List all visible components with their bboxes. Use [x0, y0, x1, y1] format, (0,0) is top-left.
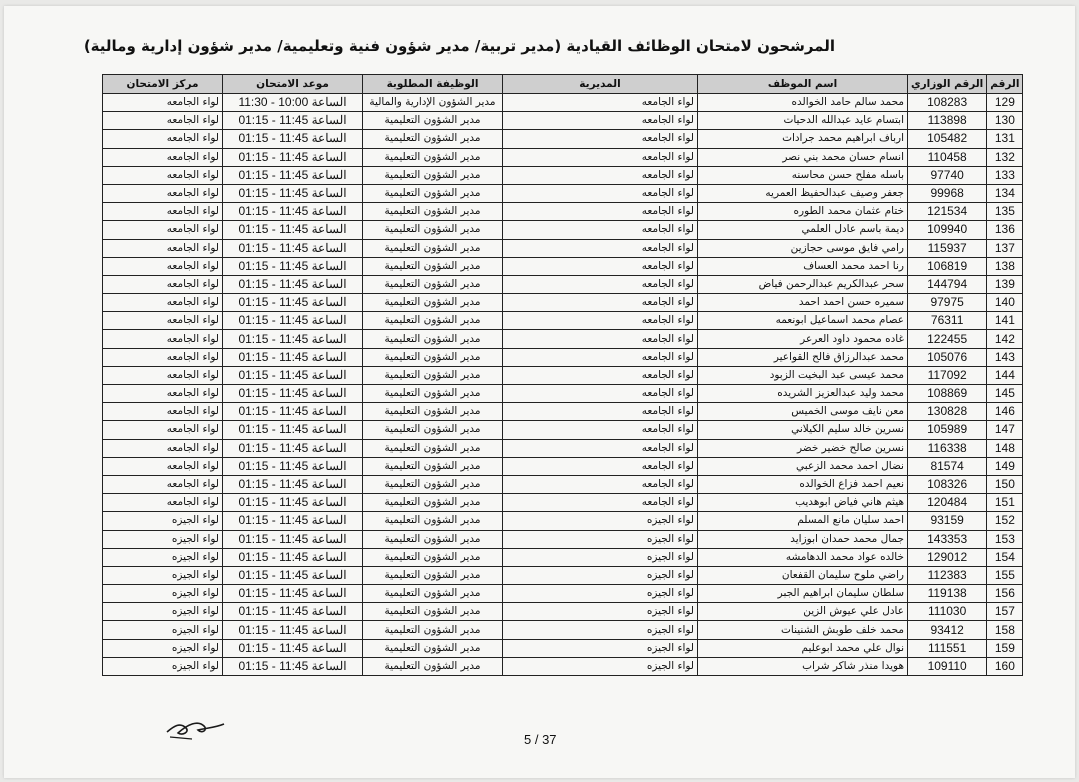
cell-center: لواء الجامعه — [103, 457, 223, 475]
table-row — [103, 403, 1023, 421]
table-row — [103, 166, 1023, 184]
cell-seq: 131 — [987, 130, 1023, 148]
cell-center: لواء الجامعه — [103, 221, 223, 239]
cell-center: لواء الجامعه — [103, 475, 223, 493]
cell-center: لواء الجيزه — [103, 512, 223, 530]
cell-job: مدير الشؤون التعليمية — [363, 421, 503, 439]
cell-job: مدير الشؤون التعليمية — [363, 439, 503, 457]
table-row — [103, 112, 1023, 130]
table-row — [103, 130, 1023, 148]
cell-name: نسرين صالح خضير خضر — [698, 439, 908, 457]
cell-name: سميره حسن احمد احمد — [698, 294, 908, 312]
header-ministry-no: الرقم الوزاري — [908, 75, 987, 94]
cell-name: ديمة باسم عادل العلمي — [698, 221, 908, 239]
candidates-table — [102, 74, 1023, 676]
cell-center: لواء الجيزه — [103, 603, 223, 621]
cell-directorate: لواء الجامعه — [503, 457, 698, 475]
cell-job: مدير الشؤون التعليمية — [363, 330, 503, 348]
cell-name: محمد وليد عبدالعزيز الشريده — [698, 385, 908, 403]
cell-directorate: لواء الجيزه — [503, 639, 698, 657]
cell-time: الساعة 11:45 - 01:15 — [223, 385, 363, 403]
cell-name: سحر عبدالكريم عبدالرحمن فياض — [698, 275, 908, 293]
cell-center: لواء الجامعه — [103, 421, 223, 439]
cell-seq: 139 — [987, 275, 1023, 293]
cell-job: مدير الشؤون التعليمية — [363, 294, 503, 312]
cell-center: لواء الجامعه — [103, 348, 223, 366]
cell-name: نسرين خالد سليم الكيلاني — [698, 421, 908, 439]
cell-directorate: لواء الجيزه — [503, 512, 698, 530]
header-seq: الرقم — [987, 75, 1023, 94]
cell-seq: 160 — [987, 657, 1023, 675]
cell-ministry-no: 105989 — [908, 421, 987, 439]
cell-seq: 136 — [987, 221, 1023, 239]
cell-center: لواء الجامعه — [103, 94, 223, 112]
cell-job: مدير الشؤون التعليمية — [363, 275, 503, 293]
cell-center: لواء الجيزه — [103, 639, 223, 657]
cell-job: مدير الشؤون التعليمية — [363, 403, 503, 421]
cell-seq: 156 — [987, 585, 1023, 603]
cell-name: انسام حسان محمد بني نصر — [698, 148, 908, 166]
cell-job: مدير الشؤون التعليمية — [363, 166, 503, 184]
table-body — [103, 94, 1023, 676]
cell-ministry-no: 112383 — [908, 566, 987, 584]
cell-job: مدير الشؤون التعليمية — [363, 239, 503, 257]
cell-directorate: لواء الجامعه — [503, 275, 698, 293]
cell-ministry-no: 121534 — [908, 203, 987, 221]
cell-name: هويدا منذر شاكر شراب — [698, 657, 908, 675]
cell-directorate: لواء الجامعه — [503, 366, 698, 384]
cell-seq: 144 — [987, 366, 1023, 384]
cell-job: مدير الشؤون التعليمية — [363, 221, 503, 239]
cell-directorate: لواء الجامعه — [503, 166, 698, 184]
table-row — [103, 475, 1023, 493]
cell-time: الساعة 11:45 - 01:15 — [223, 530, 363, 548]
cell-center: لواء الجامعه — [103, 166, 223, 184]
cell-time: الساعة 11:45 - 01:15 — [223, 312, 363, 330]
cell-seq: 129 — [987, 94, 1023, 112]
header-center: مركز الامتحان — [103, 75, 223, 94]
cell-job: مدير الشؤون التعليمية — [363, 184, 503, 202]
cell-seq: 133 — [987, 166, 1023, 184]
cell-time: الساعة 11:45 - 01:15 — [223, 275, 363, 293]
cell-seq: 152 — [987, 512, 1023, 530]
cell-time: الساعة 11:45 - 01:15 — [223, 494, 363, 512]
cell-time: الساعة 11:45 - 01:15 — [223, 294, 363, 312]
cell-directorate: لواء الجامعه — [503, 184, 698, 202]
cell-seq: 149 — [987, 457, 1023, 475]
cell-job: مدير الشؤون التعليمية — [363, 130, 503, 148]
cell-name: محمد خلف طوبش الشنينات — [698, 621, 908, 639]
cell-name: سلطان سليمان ابراهيم الجبر — [698, 585, 908, 603]
cell-ministry-no: 120484 — [908, 494, 987, 512]
cell-seq: 150 — [987, 475, 1023, 493]
cell-name: خالده عواد محمد الدهامشه — [698, 548, 908, 566]
cell-ministry-no: 109110 — [908, 657, 987, 675]
cell-name: ابتسام عايد عبدالله الدحيات — [698, 112, 908, 130]
document-page — [4, 6, 1075, 778]
cell-seq: 154 — [987, 548, 1023, 566]
cell-ministry-no: 143353 — [908, 530, 987, 548]
cell-directorate: لواء الجامعه — [503, 330, 698, 348]
cell-center: لواء الجامعه — [103, 366, 223, 384]
cell-directorate: لواء الجامعه — [503, 294, 698, 312]
table-row — [103, 312, 1023, 330]
cell-directorate: لواء الجامعه — [503, 112, 698, 130]
cell-directorate: لواء الجامعه — [503, 130, 698, 148]
signature — [162, 706, 232, 746]
table-row — [103, 348, 1023, 366]
table-row — [103, 184, 1023, 202]
table-row — [103, 148, 1023, 166]
cell-ministry-no: 109940 — [908, 221, 987, 239]
cell-name: رنا احمد محمد العساف — [698, 257, 908, 275]
cell-job: مدير الشؤون الإدارية والمالية — [363, 94, 503, 112]
cell-name: ختام عثمان محمد الطوره — [698, 203, 908, 221]
table-row — [103, 385, 1023, 403]
cell-seq: 143 — [987, 348, 1023, 366]
table-row — [103, 330, 1023, 348]
cell-time: الساعة 11:45 - 01:15 — [223, 166, 363, 184]
table-row — [103, 294, 1023, 312]
cell-time: الساعة 11:45 - 01:15 — [223, 566, 363, 584]
cell-time: الساعة 11:45 - 01:15 — [223, 221, 363, 239]
cell-seq: 140 — [987, 294, 1023, 312]
table-header-row — [103, 75, 1023, 94]
cell-time: الساعة 11:45 - 01:15 — [223, 621, 363, 639]
cell-seq: 158 — [987, 621, 1023, 639]
cell-seq: 153 — [987, 530, 1023, 548]
cell-name: راضي ملوح سليمان القفعان — [698, 566, 908, 584]
cell-time: الساعة 11:45 - 01:15 — [223, 585, 363, 603]
table-row — [103, 512, 1023, 530]
header-directorate: المديرية — [503, 75, 698, 94]
table-row — [103, 530, 1023, 548]
cell-name: نضال احمد محمد الزعبي — [698, 457, 908, 475]
cell-directorate: لواء الجامعه — [503, 312, 698, 330]
cell-name: محمد عيسى عبد البخيت الزبود — [698, 366, 908, 384]
cell-time: الساعة 11:45 - 01:15 — [223, 475, 363, 493]
cell-name: احمد سليان مانع المسلم — [698, 512, 908, 530]
cell-time: الساعة 11:45 - 01:15 — [223, 366, 363, 384]
cell-name: معن نايف موسى الخميس — [698, 403, 908, 421]
cell-seq: 157 — [987, 603, 1023, 621]
cell-ministry-no: 117092 — [908, 366, 987, 384]
cell-center: لواء الجامعه — [103, 257, 223, 275]
cell-name: غاده محمود داود العرعر — [698, 330, 908, 348]
cell-time: الساعة 11:45 - 01:15 — [223, 512, 363, 530]
cell-seq: 159 — [987, 639, 1023, 657]
cell-ministry-no: 108869 — [908, 385, 987, 403]
cell-center: لواء الجامعه — [103, 403, 223, 421]
cell-job: مدير الشؤون التعليمية — [363, 348, 503, 366]
cell-directorate: لواء الجامعه — [503, 385, 698, 403]
cell-job: مدير الشؤون التعليمية — [363, 548, 503, 566]
cell-name: محمد سالم حامد الخوالده — [698, 94, 908, 112]
cell-time: الساعة 11:45 - 01:15 — [223, 348, 363, 366]
table-row — [103, 548, 1023, 566]
cell-directorate: لواء الجيزه — [503, 603, 698, 621]
cell-job: مدير الشؤون التعليمية — [363, 148, 503, 166]
cell-time: الساعة 11:45 - 01:15 — [223, 439, 363, 457]
cell-seq: 151 — [987, 494, 1023, 512]
cell-directorate: لواء الجيزه — [503, 621, 698, 639]
cell-center: لواء الجيزه — [103, 621, 223, 639]
table-row — [103, 657, 1023, 675]
cell-directorate: لواء الجامعه — [503, 257, 698, 275]
cell-center: لواء الجامعه — [103, 148, 223, 166]
table-row — [103, 366, 1023, 384]
cell-ministry-no: 105076 — [908, 348, 987, 366]
cell-center: لواء الجيزه — [103, 530, 223, 548]
cell-ministry-no: 130828 — [908, 403, 987, 421]
cell-ministry-no: 105482 — [908, 130, 987, 148]
cell-ministry-no: 111551 — [908, 639, 987, 657]
cell-job: مدير الشؤون التعليمية — [363, 621, 503, 639]
cell-center: لواء الجامعه — [103, 130, 223, 148]
cell-center: لواء الجيزه — [103, 548, 223, 566]
cell-directorate: لواء الجامعه — [503, 475, 698, 493]
table-row — [103, 439, 1023, 457]
cell-seq: 132 — [987, 148, 1023, 166]
table-row — [103, 621, 1023, 639]
cell-center: لواء الجامعه — [103, 203, 223, 221]
cell-name: عصام محمد اسماعيل ابونعمه — [698, 312, 908, 330]
cell-job: مدير الشؤون التعليمية — [363, 585, 503, 603]
cell-directorate: لواء الجامعه — [503, 439, 698, 457]
page-number: 5 / 37 — [524, 732, 557, 747]
cell-time: الساعة 10:00 - 11:30 — [223, 94, 363, 112]
table-row — [103, 566, 1023, 584]
cell-directorate: لواء الجامعه — [503, 203, 698, 221]
cell-center: لواء الجامعه — [103, 385, 223, 403]
cell-ministry-no: 110458 — [908, 148, 987, 166]
cell-center: لواء الجامعه — [103, 239, 223, 257]
cell-job: مدير الشؤون التعليمية — [363, 203, 503, 221]
cell-time: الساعة 11:45 - 01:15 — [223, 239, 363, 257]
cell-ministry-no: 99968 — [908, 184, 987, 202]
cell-center: لواء الجامعه — [103, 294, 223, 312]
table-row — [103, 603, 1023, 621]
cell-seq: 130 — [987, 112, 1023, 130]
cell-time: الساعة 11:45 - 01:15 — [223, 639, 363, 657]
cell-seq: 138 — [987, 257, 1023, 275]
cell-seq: 142 — [987, 330, 1023, 348]
cell-job: مدير الشؤون التعليمية — [363, 457, 503, 475]
cell-time: الساعة 11:45 - 01:15 — [223, 257, 363, 275]
table-row — [103, 275, 1023, 293]
cell-time: الساعة 11:45 - 01:15 — [223, 403, 363, 421]
cell-job: مدير الشؤون التعليمية — [363, 385, 503, 403]
cell-name: هيثم هاني فياض ابوهديب — [698, 494, 908, 512]
cell-center: لواء الجامعه — [103, 312, 223, 330]
cell-name: ارباف ابراهيم محمد جرادات — [698, 130, 908, 148]
cell-seq: 137 — [987, 239, 1023, 257]
cell-ministry-no: 106819 — [908, 257, 987, 275]
cell-directorate: لواء الجامعه — [503, 348, 698, 366]
cell-seq: 135 — [987, 203, 1023, 221]
cell-center: لواء الجيزه — [103, 566, 223, 584]
cell-directorate: لواء الجامعه — [503, 94, 698, 112]
cell-seq: 146 — [987, 403, 1023, 421]
cell-directorate: لواء الجامعه — [503, 239, 698, 257]
cell-center: لواء الجامعه — [103, 330, 223, 348]
cell-ministry-no: 144794 — [908, 275, 987, 293]
table-row — [103, 494, 1023, 512]
cell-time: الساعة 11:45 - 01:15 — [223, 657, 363, 675]
cell-ministry-no: 122455 — [908, 330, 987, 348]
cell-job: مدير الشؤون التعليمية — [363, 366, 503, 384]
cell-job: مدير الشؤون التعليمية — [363, 530, 503, 548]
cell-directorate: لواء الجامعه — [503, 494, 698, 512]
cell-job: مدير الشؤون التعليمية — [363, 112, 503, 130]
table-row — [103, 421, 1023, 439]
cell-time: الساعة 11:45 - 01:15 — [223, 148, 363, 166]
cell-time: الساعة 11:45 - 01:15 — [223, 130, 363, 148]
table-row — [103, 639, 1023, 657]
cell-center: لواء الجامعه — [103, 275, 223, 293]
cell-job: مدير الشؤون التعليمية — [363, 257, 503, 275]
header-time: موعد الامتحان — [223, 75, 363, 94]
cell-seq: 134 — [987, 184, 1023, 202]
cell-seq: 145 — [987, 385, 1023, 403]
cell-seq: 148 — [987, 439, 1023, 457]
cell-name: باسله مفلح حسن محاسنه — [698, 166, 908, 184]
cell-name: رامي فايق موسى حجازين — [698, 239, 908, 257]
cell-center: لواء الجيزه — [103, 585, 223, 603]
cell-directorate: لواء الجامعه — [503, 421, 698, 439]
cell-ministry-no: 108283 — [908, 94, 987, 112]
cell-ministry-no: 116338 — [908, 439, 987, 457]
cell-job: مدير الشؤون التعليمية — [363, 657, 503, 675]
cell-job: مدير الشؤون التعليمية — [363, 475, 503, 493]
cell-center: لواء الجامعه — [103, 112, 223, 130]
cell-time: الساعة 11:45 - 01:15 — [223, 548, 363, 566]
cell-directorate: لواء الجامعه — [503, 148, 698, 166]
cell-ministry-no: 119138 — [908, 585, 987, 603]
cell-directorate: لواء الجامعه — [503, 221, 698, 239]
cell-time: الساعة 11:45 - 01:15 — [223, 603, 363, 621]
cell-directorate: لواء الجامعه — [503, 403, 698, 421]
cell-name: جعفر وصيف عبدالحفيظ العمريه — [698, 184, 908, 202]
cell-job: مدير الشؤون التعليمية — [363, 312, 503, 330]
cell-directorate: لواء الجيزه — [503, 657, 698, 675]
table-row — [103, 239, 1023, 257]
cell-name: محمد عبدالرزاق فالح القواعير — [698, 348, 908, 366]
cell-time: الساعة 11:45 - 01:15 — [223, 421, 363, 439]
cell-time: الساعة 11:45 - 01:15 — [223, 184, 363, 202]
cell-ministry-no: 93412 — [908, 621, 987, 639]
cell-seq: 141 — [987, 312, 1023, 330]
cell-center: لواء الجامعه — [103, 494, 223, 512]
cell-name: نوال علي محمد ابوعليم — [698, 639, 908, 657]
table-row — [103, 94, 1023, 112]
cell-ministry-no: 81574 — [908, 457, 987, 475]
cell-center: لواء الجيزه — [103, 657, 223, 675]
cell-name: عادل علي عيوش الزين — [698, 603, 908, 621]
cell-directorate: لواء الجيزه — [503, 530, 698, 548]
cell-directorate: لواء الجيزه — [503, 585, 698, 603]
cell-ministry-no: 97975 — [908, 294, 987, 312]
cell-seq: 147 — [987, 421, 1023, 439]
table-row — [103, 257, 1023, 275]
cell-job: مدير الشؤون التعليمية — [363, 494, 503, 512]
page-title — [83, 36, 835, 56]
cell-directorate: لواء الجيزه — [503, 548, 698, 566]
cell-center: لواء الجامعه — [103, 439, 223, 457]
cell-ministry-no: 108326 — [908, 475, 987, 493]
table-row — [103, 221, 1023, 239]
cell-ministry-no: 113898 — [908, 112, 987, 130]
cell-job: مدير الشؤون التعليمية — [363, 639, 503, 657]
cell-time: الساعة 11:45 - 01:15 — [223, 330, 363, 348]
cell-ministry-no: 93159 — [908, 512, 987, 530]
cell-name: نعيم احمد فزاع الخوالده — [698, 475, 908, 493]
cell-time: الساعة 11:45 - 01:15 — [223, 203, 363, 221]
cell-job: مدير الشؤون التعليمية — [363, 566, 503, 584]
cell-ministry-no: 129012 — [908, 548, 987, 566]
header-name: اسم الموظف — [698, 75, 908, 94]
cell-time: الساعة 11:45 - 01:15 — [223, 112, 363, 130]
cell-job: مدير الشؤون التعليمية — [363, 603, 503, 621]
cell-ministry-no: 97740 — [908, 166, 987, 184]
cell-job: مدير الشؤون التعليمية — [363, 512, 503, 530]
cell-center: لواء الجامعه — [103, 184, 223, 202]
table-row — [103, 457, 1023, 475]
cell-directorate: لواء الجيزه — [503, 566, 698, 584]
table-row — [103, 585, 1023, 603]
cell-time: الساعة 11:45 - 01:15 — [223, 457, 363, 475]
cell-ministry-no: 111030 — [908, 603, 987, 621]
table-row — [103, 203, 1023, 221]
header-job: الوظيفة المطلوبة — [363, 75, 503, 94]
cell-ministry-no: 76311 — [908, 312, 987, 330]
cell-name: جمال محمد حمدان ابوزايد — [698, 530, 908, 548]
cell-seq: 155 — [987, 566, 1023, 584]
cell-ministry-no: 115937 — [908, 239, 987, 257]
title-line: المرشحون لامتحان الوظائف القيادية (مدير تربية/ مدير شؤون فنية وتعليمية/ مدير شؤون إدارية ومالية) — [83, 37, 835, 55]
